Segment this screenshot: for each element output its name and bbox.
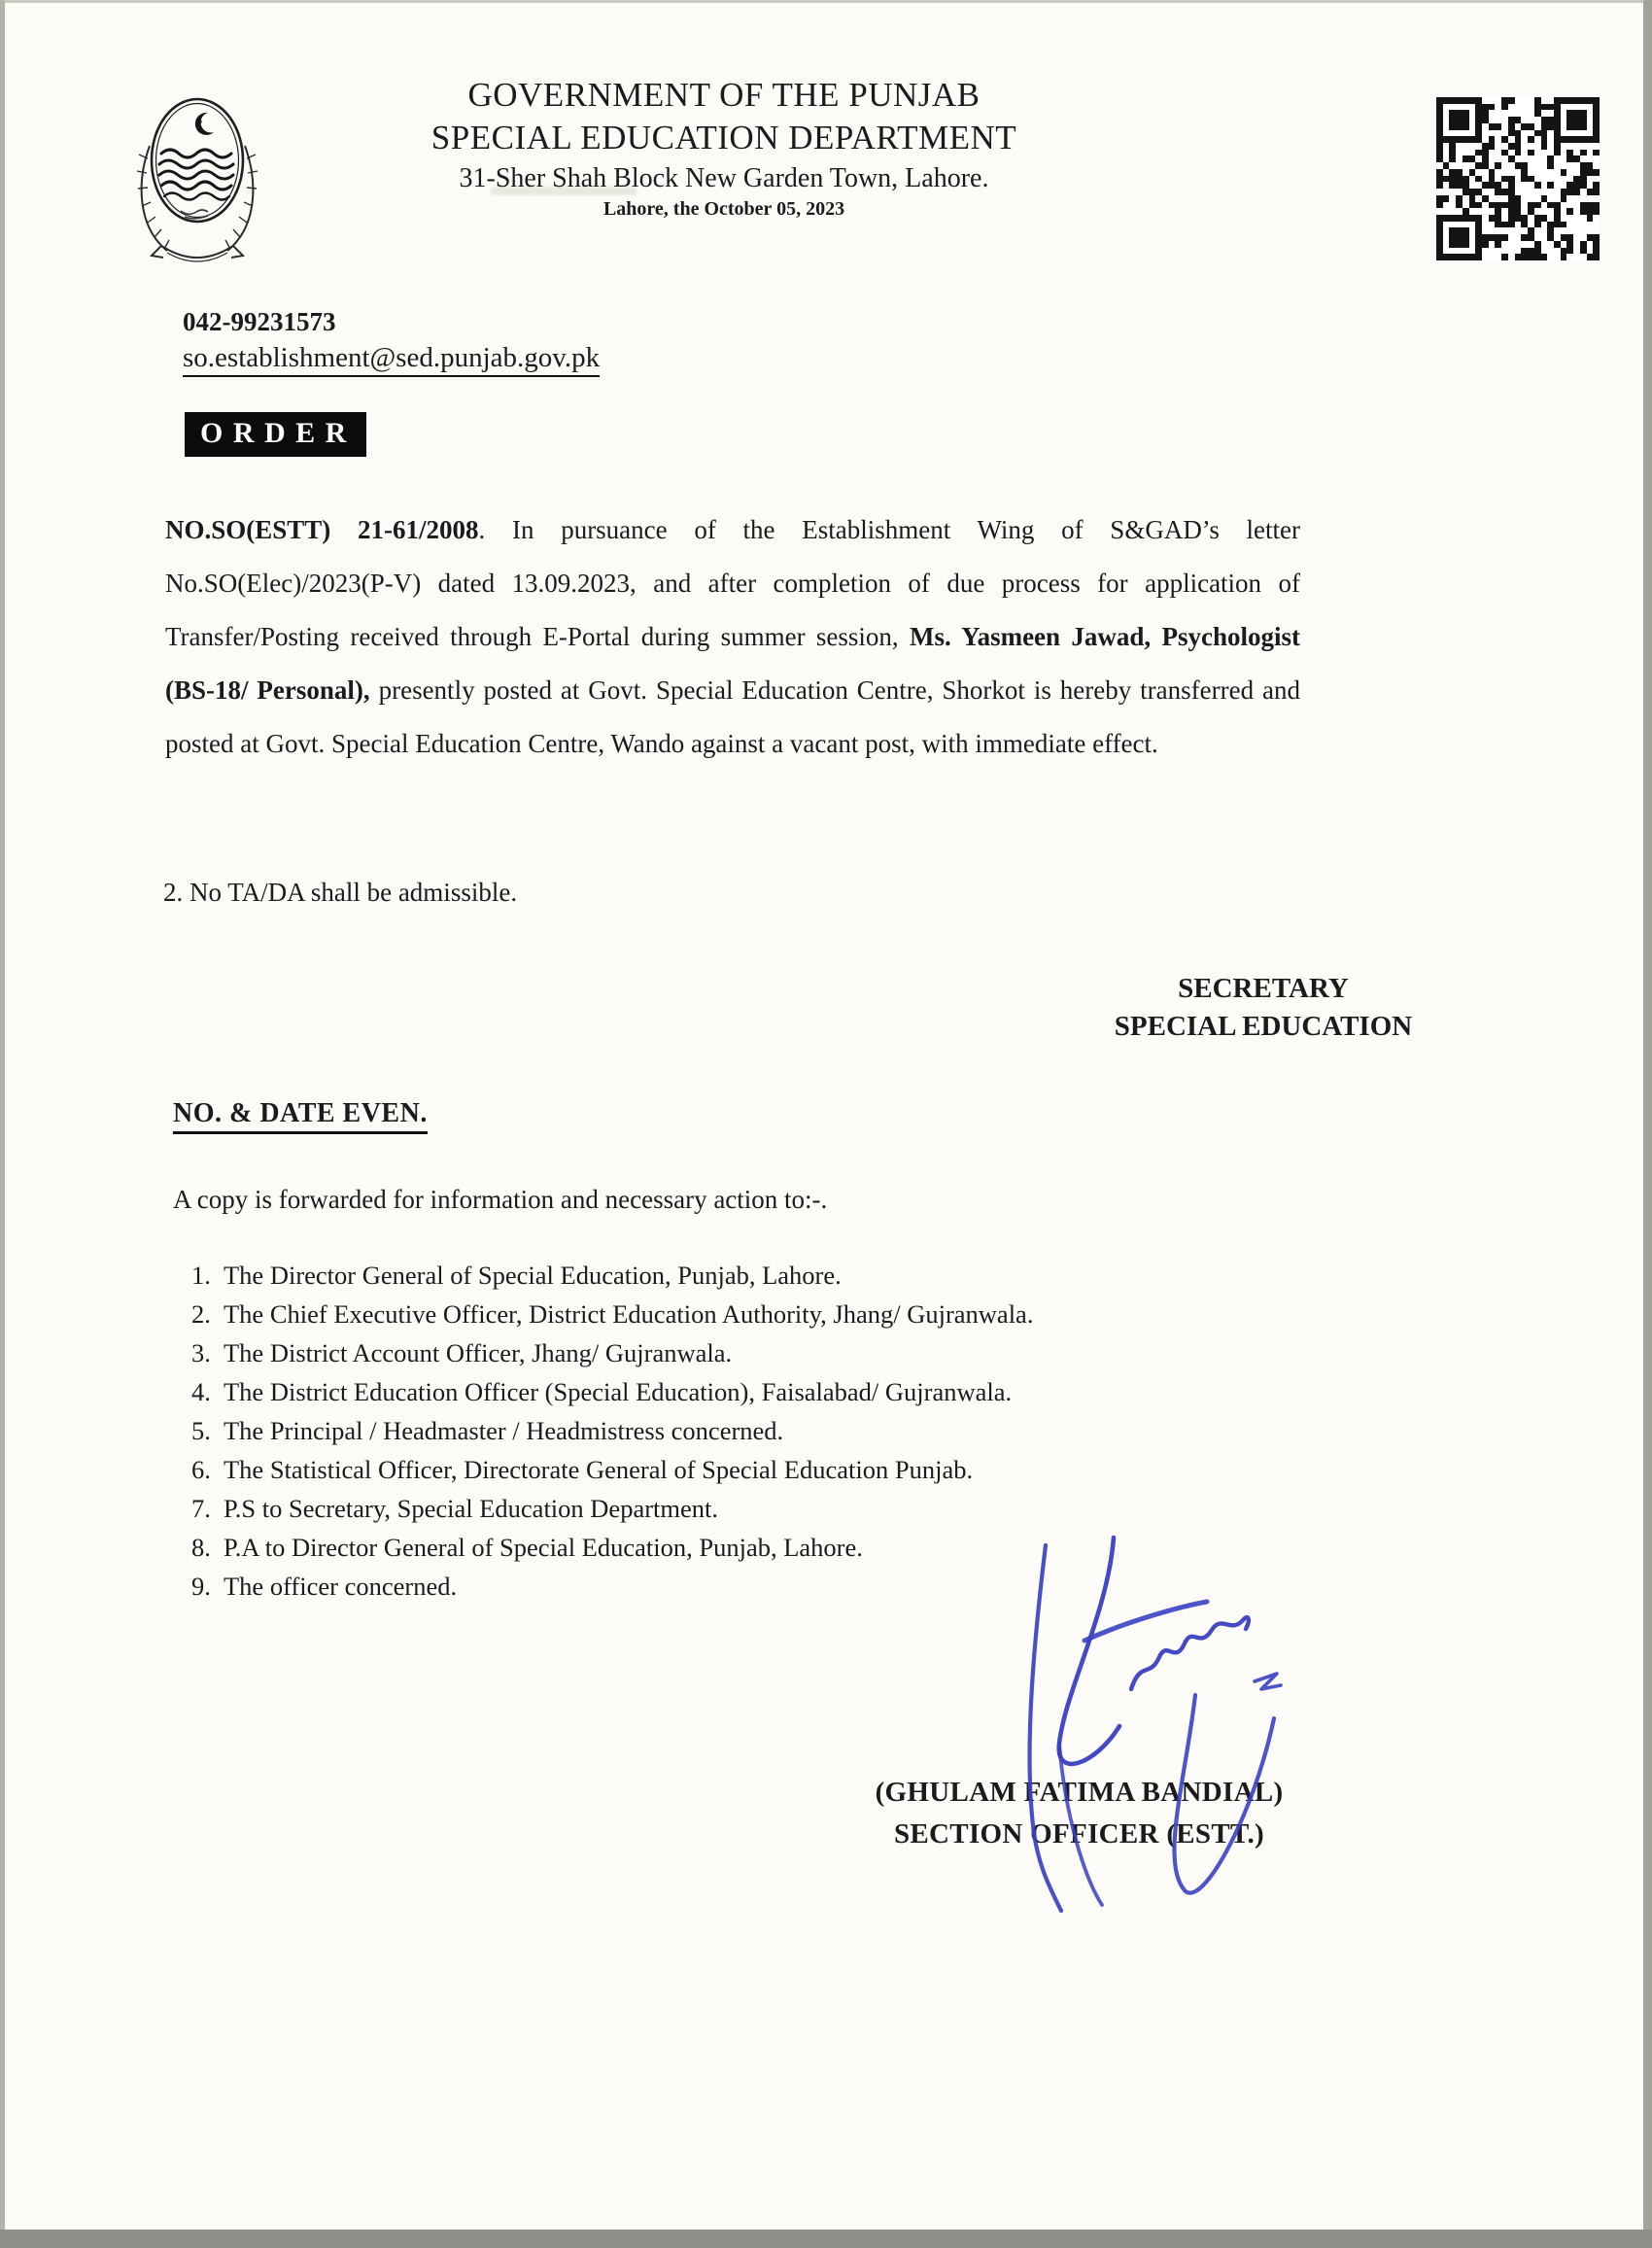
- recipient-row: [191, 1489, 1406, 1528]
- org-name-line2: SPECIAL EDUCATION DEPARTMENT: [430, 119, 1017, 156]
- recipient-number: 3.: [191, 1338, 211, 1367]
- scan-edge-right: [1643, 0, 1652, 2248]
- org-name-line1: GOVERNMENT OF THE PUNJAB: [467, 76, 981, 114]
- recipient-text: The District Account Officer, Jhang/ Gujranwala.: [224, 1338, 733, 1367]
- recipient-number: 5.: [191, 1416, 211, 1445]
- recipient-row: [191, 1256, 1406, 1295]
- email-address: so.establishment@sed.punjab.gov.pk: [183, 342, 600, 377]
- dateline: Lahore, the October 05, 2023: [602, 198, 845, 220]
- scan-edge-bottom: [0, 2230, 1652, 2248]
- punjab-crest-icon: [124, 86, 270, 270]
- recipient-text: The Principal / Headmaster / Headmistress concerned.: [224, 1416, 784, 1445]
- recipient-text: The Statistical Officer, Directorate General of Special Education Punjab.: [224, 1455, 974, 1484]
- recipient-text: The Director General of Special Education, Punjab, Lahore.: [224, 1261, 842, 1290]
- recipient-text: P.A to Director General of Special Education, Punjab, Lahore.: [224, 1533, 863, 1562]
- phone-number: 042-99231573: [183, 307, 336, 336]
- secretary-signoff: [1059, 970, 1467, 1046]
- recipient-row: [191, 1450, 1406, 1489]
- scan-edge-top: [0, 0, 1652, 3]
- order-paragraph: [165, 503, 1300, 771]
- reference-number: NO.SO(ESTT) 21-61/2008: [165, 515, 479, 544]
- endorsement-heading: NO. & DATE EVEN.: [173, 1098, 428, 1134]
- recipient-row: [191, 1295, 1406, 1333]
- recipient-number: 1.: [191, 1261, 211, 1290]
- paragraph-segment-2: presently posted at Govt. Special Education Centre, Shorkot is hereby transferred and posted at Govt. Special Education Centre, Wando against a vacant post, with immediate effect.: [165, 675, 1300, 758]
- address-line: 31-Sher Shah Block New Garden Town, Lahore.: [459, 163, 989, 193]
- paragraph-segment-1: . In pursuance of the Establishment Wing of S&GAD’s letter No.SO(Elec)/2023(P-V) dated 13.09.2023, and after completion of due process for application of Transfer/Posting received through E-Portal during summer session,: [165, 515, 1300, 651]
- recipient-number: 7.: [191, 1494, 211, 1523]
- clause-2: 2. No TA/DA shall be admissible.: [163, 878, 518, 907]
- signatory-name: (GHULAM FATIMA BANDIAL): [875, 1777, 1284, 1808]
- recipient-text: The District Education Officer (Special Education), Faisalabad/ Gujranwala.: [224, 1377, 1013, 1406]
- recipient-text: The Chief Executive Officer, District Education Authority, Jhang/ Gujranwala.: [224, 1299, 1034, 1329]
- signoff-line2: SPECIAL EDUCATION: [1114, 1011, 1413, 1042]
- qr-code: [1436, 97, 1600, 260]
- recipient-text: The officer concerned.: [224, 1572, 458, 1601]
- recipient-number: 9.: [191, 1572, 211, 1601]
- letterhead: [330, 74, 1118, 222]
- recipient-number: 8.: [191, 1533, 211, 1562]
- recipient-number: 6.: [191, 1455, 211, 1484]
- order-badge: ORDER: [185, 412, 366, 457]
- scan-edge-left: [0, 0, 5, 2248]
- forwarding-intro: A copy is forwarded for information and necessary action to:-.: [173, 1185, 828, 1214]
- recipient-number: 4.: [191, 1377, 211, 1406]
- recipient-text: P.S to Secretary, Special Education Department.: [224, 1494, 718, 1523]
- recipient-row: [191, 1333, 1406, 1372]
- signatory-title: SECTION OFFICER (ESTT.): [893, 1818, 1264, 1850]
- recipient-row: [191, 1411, 1406, 1450]
- signature-ink: [941, 1524, 1339, 1922]
- recipient-row: [191, 1372, 1406, 1411]
- recipient-number: 2.: [191, 1299, 211, 1329]
- officer-name: Ms. Yasmeen Jawad, Psychologist (BS-18/ Personal),: [165, 622, 1300, 705]
- signoff-line1: SECRETARY: [1178, 973, 1349, 1004]
